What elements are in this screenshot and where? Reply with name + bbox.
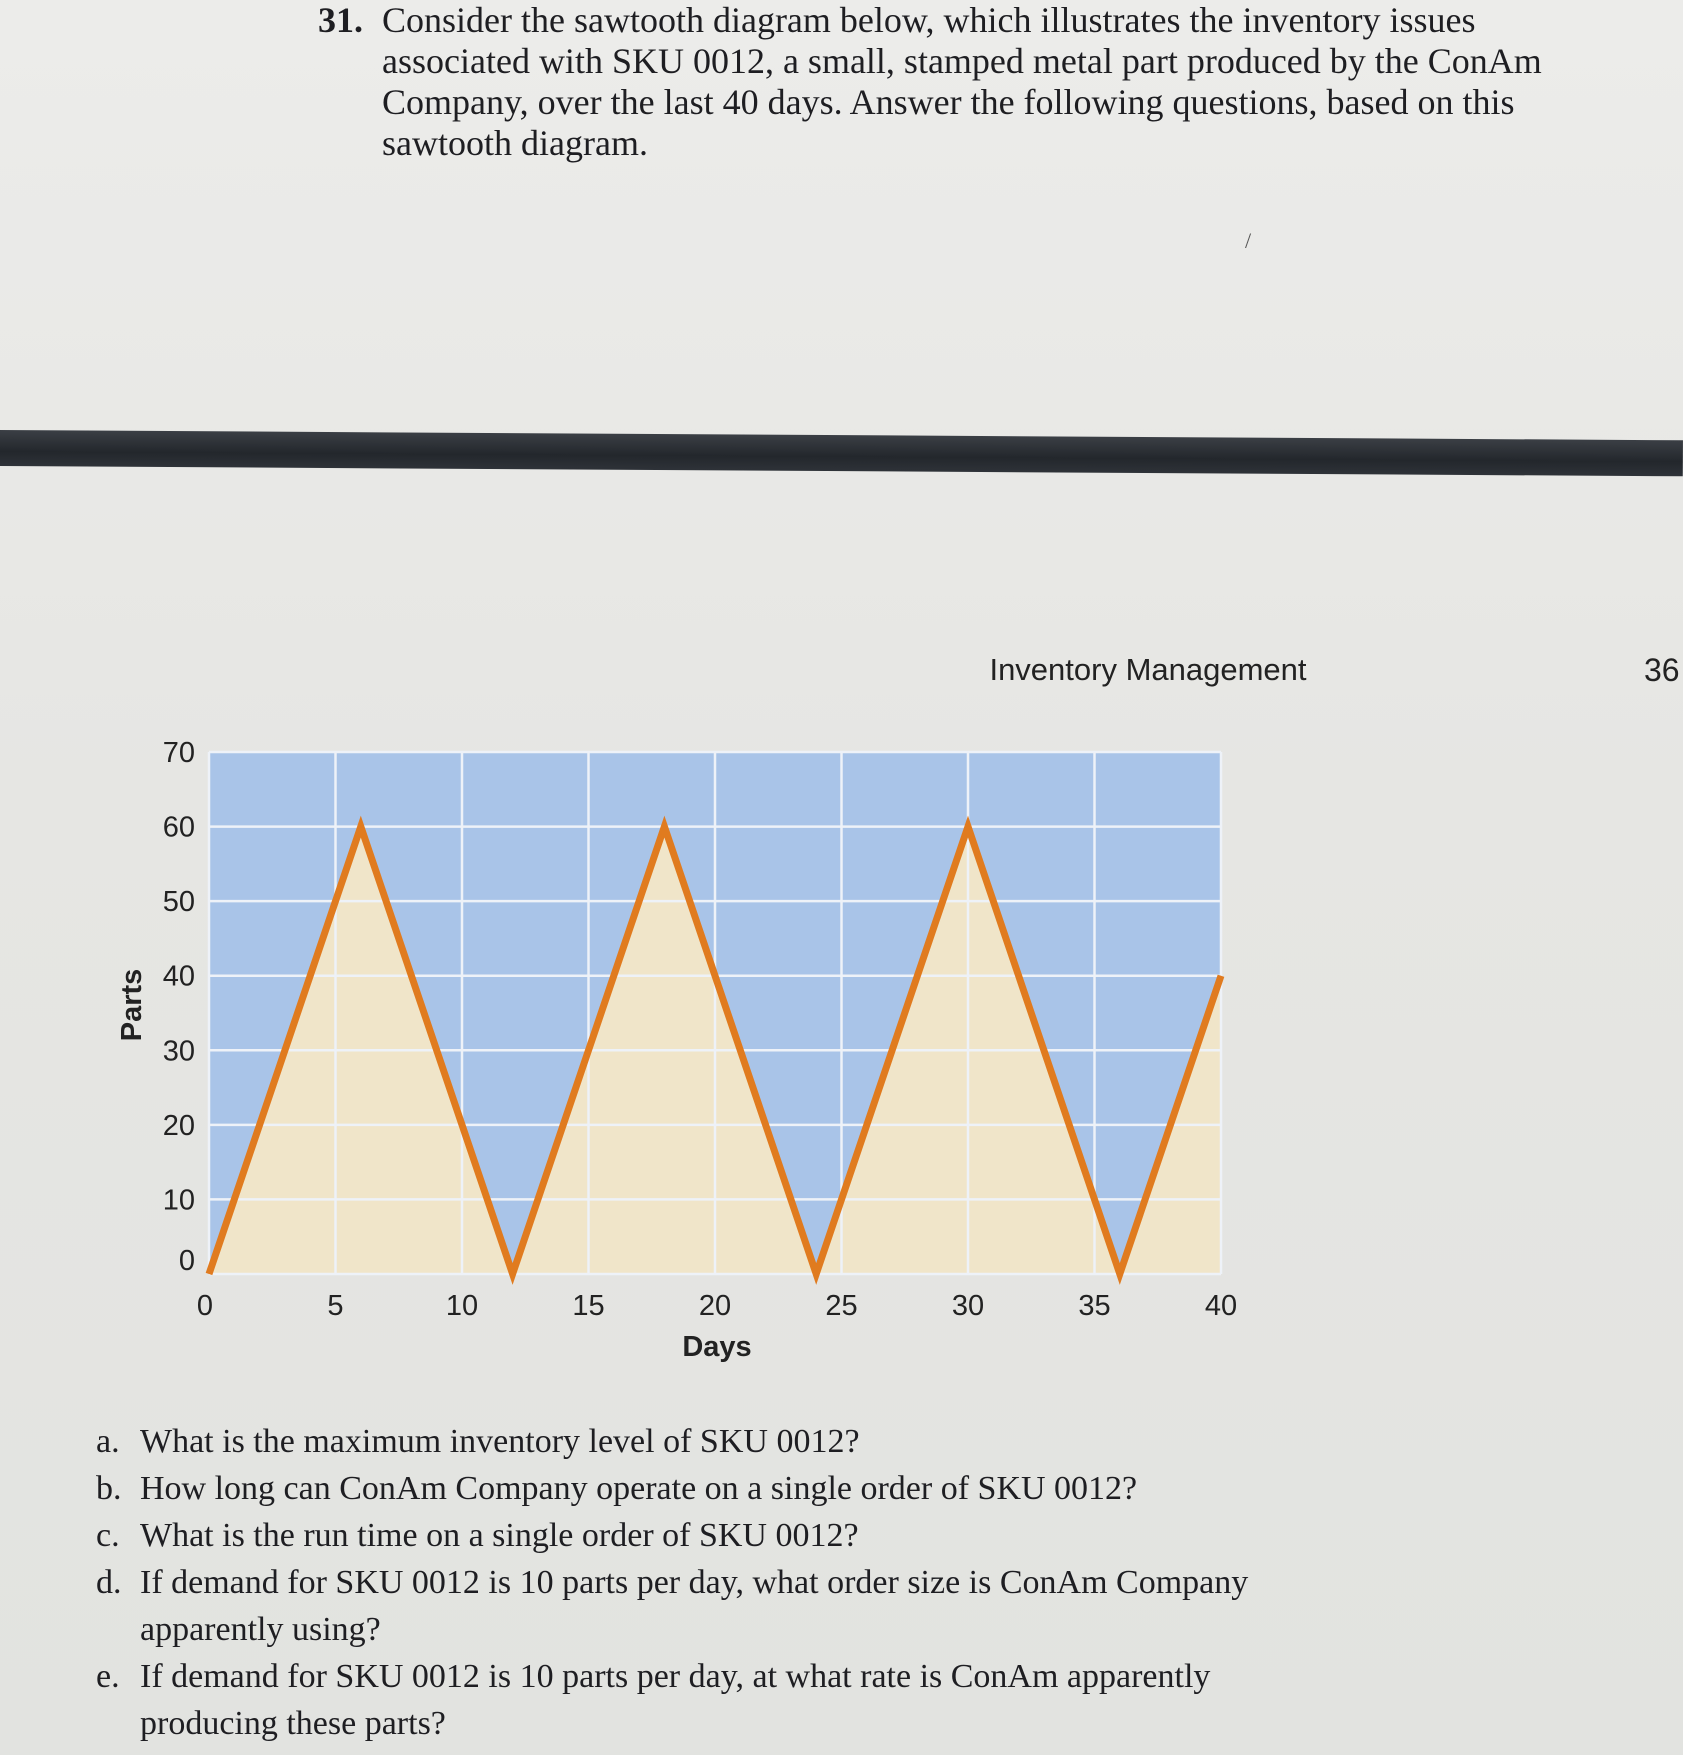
- x-axis-label: Days: [682, 1331, 752, 1363]
- inventory-area: [209, 827, 1221, 1274]
- question-label: c.: [96, 1517, 120, 1554]
- question-a: [96, 1418, 1336, 1465]
- page-divider-bar: [0, 430, 1683, 476]
- question-text: If demand for SKU 0012 is 10 parts per day, at what rate is ConAm apparently producing these parts?: [140, 1658, 1211, 1742]
- y-tick-label: 20: [162, 1109, 195, 1142]
- x-tick-label: 20: [698, 1290, 732, 1322]
- question-label: b.: [96, 1470, 122, 1507]
- y-tick-label: 10: [162, 1184, 195, 1217]
- question-label: a.: [96, 1423, 120, 1460]
- y-tick-label: 0: [178, 1245, 195, 1277]
- pencil-mark-icon: /: [1245, 228, 1252, 253]
- x-tick-label: 15: [572, 1290, 605, 1322]
- y-axis-label: Parts: [116, 968, 148, 1042]
- question-b: [96, 1465, 1336, 1512]
- x-tick-label: 30: [951, 1290, 985, 1322]
- y-tick-label: 50: [162, 886, 195, 919]
- x-tick-label: 25: [825, 1290, 858, 1322]
- question-label: d.: [96, 1564, 122, 1601]
- question-e: [96, 1653, 1336, 1747]
- chart-title: Inventory Management: [989, 652, 1307, 687]
- x-tick-label: 40: [1204, 1290, 1238, 1322]
- question-text: What is the run time on a single order of SKU 0012?: [140, 1517, 859, 1554]
- problem-statement: [318, 0, 1598, 164]
- problem-number: 31.: [318, 0, 363, 40]
- y-tick-label: 70: [162, 737, 195, 769]
- question-c: [96, 1512, 1336, 1559]
- x-tick-label: 5: [327, 1290, 344, 1322]
- y-tick-label: 60: [162, 811, 195, 844]
- question-text: What is the maximum inventory level of SKU 0012?: [140, 1423, 860, 1460]
- question-text: If demand for SKU 0012 is 10 parts per day, what order size is ConAm Company apparently using?: [140, 1564, 1249, 1648]
- problem-text: Consider the sawtooth diagram below, which illustrates the inventory issues associated with SKU 0012, a small, stamped metal part produced by the ConAm Company, over the last 40 days. Answer the following questions, based on this sawtooth diagram.: [382, 0, 1542, 163]
- x-tick-label: 0: [196, 1290, 214, 1322]
- question-list: [96, 1418, 1336, 1747]
- question-label: e.: [96, 1658, 120, 1695]
- x-tick-label: 35: [1078, 1290, 1111, 1322]
- inventory-series-line: [209, 827, 1221, 1274]
- page-number: 36: [1644, 652, 1680, 688]
- question-d: [96, 1559, 1336, 1653]
- y-tick-label: 30: [162, 1035, 195, 1068]
- y-tick-label: 40: [162, 960, 195, 993]
- plot-background: [209, 752, 1221, 1274]
- question-text: How long can ConAm Company operate on a single order of SKU 0012?: [140, 1470, 1138, 1507]
- x-tick-label: 10: [445, 1290, 479, 1322]
